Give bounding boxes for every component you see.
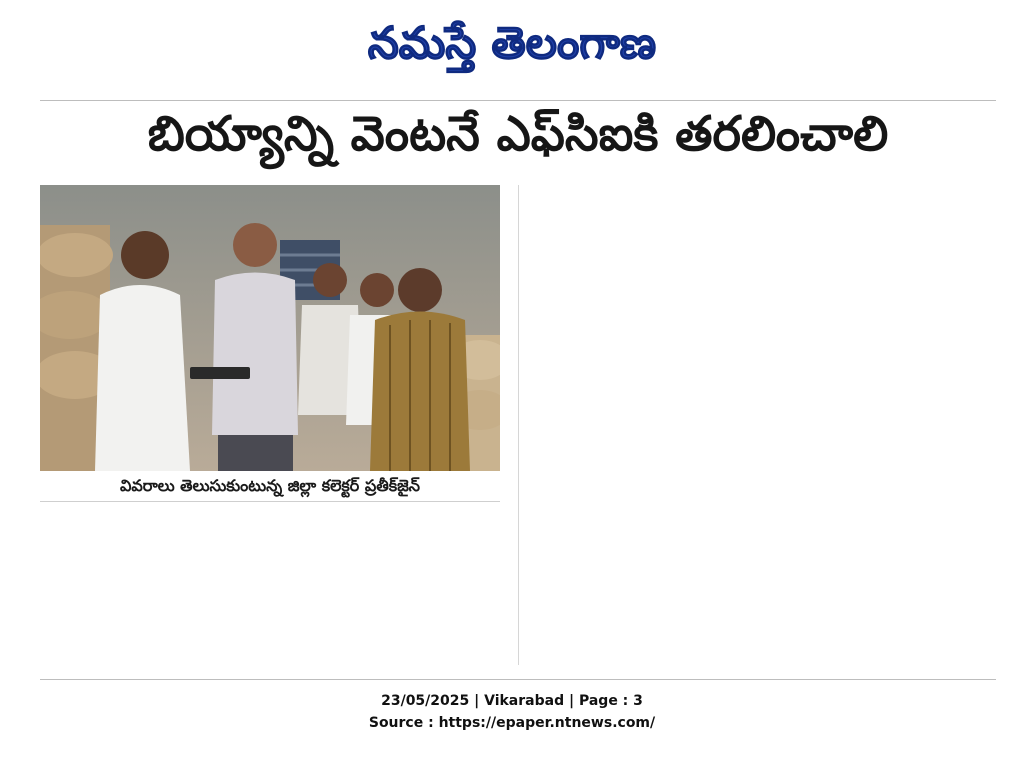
footer	[0, 690, 1024, 734]
news-clipping	[40, 100, 996, 680]
column-divider	[518, 185, 519, 665]
article-headline: బియ్యాన్ని వెంటనే ఎఫ్‌సిఐకి తరలించాలి	[147, 106, 889, 162]
masthead-logo	[302, 8, 722, 78]
masthead-title: నమస్తే తెలంగాణ	[367, 18, 657, 69]
photo-caption: వివరాలు తెలుసుకుంటున్న జిల్లా కలెక్టర్ ప్రతీక్‌జైన్	[40, 473, 500, 502]
footer-dateline: 23/05/2025 | Vikarabad | Page : 3	[381, 693, 643, 709]
footer-source: Source : https://epaper.ntnews.com/	[368, 715, 656, 731]
masthead	[0, 6, 1024, 80]
article-photo	[40, 185, 500, 471]
